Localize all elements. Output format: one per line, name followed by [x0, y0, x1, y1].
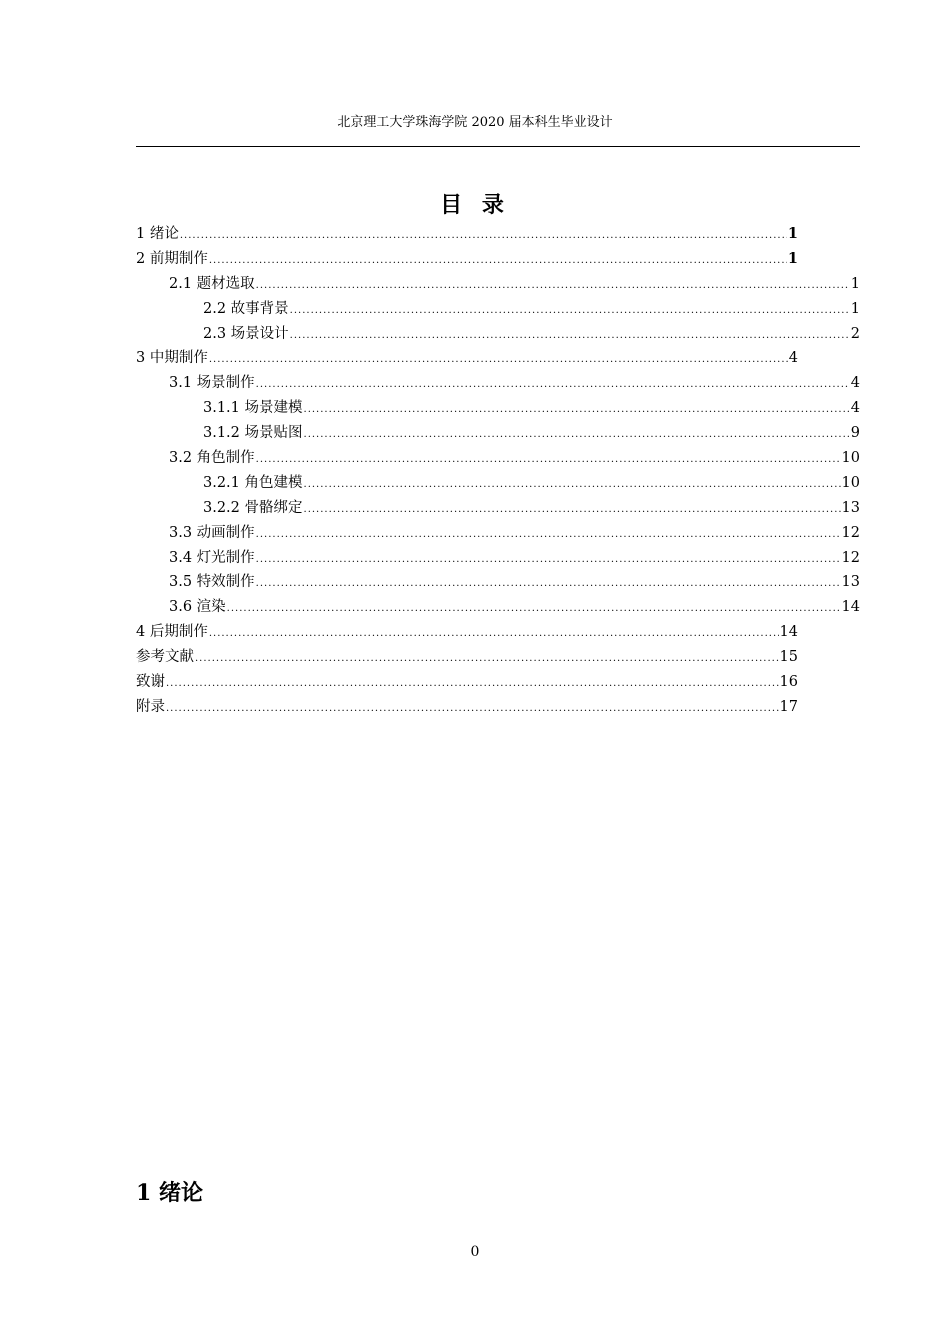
toc-entry-label: 4 后期制作: [136, 624, 208, 641]
toc-entry[interactable]: [136, 346, 860, 371]
toc-entry-label: 3 中期制作: [136, 350, 208, 367]
toc-entry-label: 3.2.2 骨骼绑定: [203, 499, 303, 516]
running-header: 北京理工大学珠海学院 2020 届本科生毕业设计: [337, 115, 613, 130]
toc-entry-page: 1: [787, 249, 798, 267]
toc-entry-label: 参考文献: [136, 649, 194, 666]
toc-entry-label: 3.1.1 场景建模: [203, 400, 303, 417]
toc-title: 目 录: [440, 192, 510, 218]
toc-entry-label: 3.3 动画制作: [169, 524, 255, 541]
toc-entry[interactable]: [136, 570, 860, 595]
toc-leader-dots: [256, 548, 841, 573]
toc-leader-dots: [166, 672, 779, 697]
toc-entry[interactable]: [136, 670, 860, 695]
toc-entry-page: 10: [841, 450, 860, 467]
toc-entry-page: 1: [787, 225, 798, 242]
toc-entry-label: 2.3 场景设计: [203, 325, 289, 342]
toc-leader-dots: [256, 274, 850, 299]
toc-entry[interactable]: [136, 322, 860, 347]
toc-entry-page: 17: [779, 698, 798, 715]
toc-entry-label: 3.6 渲染: [169, 599, 226, 616]
toc-entry[interactable]: [136, 222, 860, 247]
toc-leader-dots: [256, 523, 841, 548]
toc-entry[interactable]: [136, 471, 860, 496]
toc-entry-label: 3.1 场景制作: [169, 375, 255, 392]
toc-entry-page: 1: [850, 300, 860, 317]
toc-leader-dots: [166, 697, 779, 722]
toc-entry-page: 2: [850, 325, 860, 342]
toc-entry-page: 4: [850, 400, 860, 417]
toc-entry[interactable]: [136, 272, 860, 297]
toc-entry[interactable]: [136, 297, 860, 322]
toc-entry[interactable]: [136, 371, 860, 396]
toc-entry[interactable]: [136, 496, 860, 521]
toc-leader-dots: [290, 324, 850, 349]
toc-entry[interactable]: [136, 546, 860, 571]
toc-leader-dots: [209, 622, 779, 647]
toc-entry[interactable]: [136, 645, 860, 670]
toc-leader-dots: [209, 249, 787, 274]
toc-entry-label: 3.2.1 角色建模: [203, 474, 303, 491]
toc-entry-page: 4: [788, 350, 798, 367]
toc-entry[interactable]: [136, 421, 860, 446]
toc-leader-dots: [256, 373, 850, 398]
toc-entry-page: 1: [850, 275, 860, 292]
toc-entry-label: 2 前期制作: [136, 250, 208, 267]
toc-leader-dots: [195, 647, 779, 672]
toc-entry-label: 2.1 题材选取: [169, 275, 255, 292]
toc-entry[interactable]: [136, 521, 860, 546]
toc-entry-page: 14: [779, 624, 798, 641]
toc-entry[interactable]: [136, 446, 860, 471]
toc-entry-page: 4: [850, 375, 860, 392]
toc-leader-dots: [227, 597, 841, 622]
toc-leader-dots: [304, 398, 850, 423]
toc-entry[interactable]: [136, 620, 860, 645]
toc-entry-label: 2.2 故事背景: [203, 300, 289, 317]
toc-leader-dots: [290, 299, 850, 324]
toc-entry-label: 3.2 角色制作: [169, 450, 255, 467]
toc-entry-label: 致谢: [136, 674, 165, 691]
toc-entry-page: 10: [841, 474, 860, 491]
toc-leader-dots: [209, 348, 788, 373]
toc-entry-label: 3.4 灯光制作: [169, 549, 255, 566]
toc-entry-page: 13: [841, 499, 860, 516]
toc-entry-label: 附录: [136, 698, 165, 715]
header-rule: [136, 146, 860, 147]
table-of-contents: [136, 222, 860, 720]
page-number: 0: [470, 1244, 480, 1260]
toc-entry-page: 13: [841, 574, 860, 591]
toc-entry[interactable]: [136, 695, 860, 720]
toc-entry-page: 16: [779, 674, 798, 691]
toc-leader-dots: [256, 448, 841, 473]
toc-leader-dots: [304, 423, 850, 448]
toc-entry[interactable]: [136, 595, 860, 620]
section-heading: 1 绪论: [136, 1180, 203, 1206]
toc-entry-page: 15: [779, 649, 798, 666]
toc-entry-page: 12: [841, 524, 860, 541]
toc-entry-page: 14: [841, 599, 860, 616]
toc-entry-page: 12: [841, 549, 860, 566]
toc-leader-dots: [304, 498, 841, 523]
toc-leader-dots: [256, 572, 841, 597]
toc-entry-label: 3.1.2 场景贴图: [203, 425, 303, 442]
toc-entry-label: 3.5 特效制作: [169, 574, 255, 591]
toc-entry-page: 9: [850, 425, 860, 442]
toc-leader-dots: [180, 224, 787, 249]
toc-leader-dots: [304, 473, 841, 498]
toc-entry-label: 1 绪论: [136, 226, 179, 242]
toc-entry[interactable]: [136, 396, 860, 421]
toc-entry[interactable]: [136, 247, 860, 272]
